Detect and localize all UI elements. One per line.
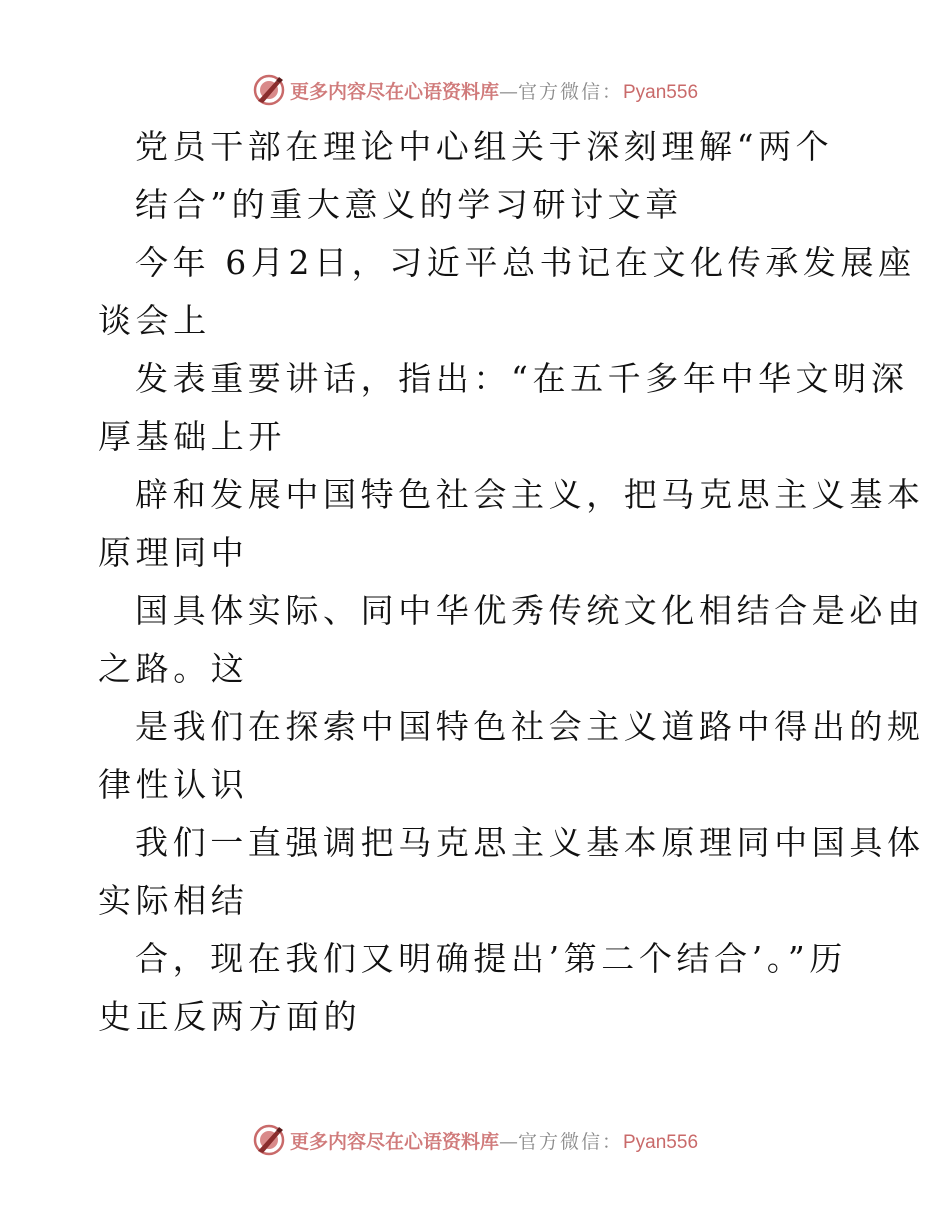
text-line: 谈会上 — [98, 301, 211, 340]
document-body — [98, 118, 925, 1046]
text-line: 发表重要讲话，指出：“在五千多年中华文明深 — [135, 359, 909, 398]
watermark-dash: — — [498, 80, 518, 103]
header-watermark — [0, 70, 950, 110]
text-line: 合，现在我们又明确提出’第二个结合’。”历 — [135, 939, 847, 978]
watermark-id: Pyan556 — [623, 1131, 699, 1153]
watermark-text — [290, 77, 698, 104]
text-line: 原理同中 — [98, 533, 249, 572]
text-line: 国具体实际、同中华优秀传统文化相结合是必由 — [135, 591, 925, 630]
text-line: 结合”的重大意义的学习研讨文章 — [135, 185, 683, 224]
text-line: 厚基础上开 — [98, 417, 286, 456]
watermark-id: Pyan556 — [623, 81, 699, 103]
watermark-label: 官方微信： — [517, 80, 623, 103]
text-line: 是我们在探索中国特色社会主义道路中得出的规 — [135, 707, 925, 746]
text-line: 之路。这 — [98, 649, 249, 688]
watermark-label: 官方微信： — [517, 1130, 623, 1153]
pen-seal-icon — [252, 1123, 286, 1157]
watermark-main: 更多内容尽在心语资料库 — [289, 1130, 499, 1153]
footer-watermark — [0, 1120, 950, 1160]
text-line: 今年 6月2日，习近平总书记在文化传承发展座 — [135, 243, 916, 282]
text-line: 律性认识 — [98, 765, 249, 804]
pen-seal-icon — [252, 73, 286, 107]
text-line: 史正反两方面的 — [98, 997, 362, 1036]
watermark-main: 更多内容尽在心语资料库 — [289, 80, 499, 103]
text-line: 实际相结 — [98, 881, 249, 920]
text-line: 党员干部在理论中心组关于深刻理解“两个 — [135, 127, 834, 166]
watermark-dash: — — [498, 1130, 518, 1153]
watermark-text — [290, 1127, 698, 1154]
text-line: 我们一直强调把马克思主义基本原理同中国具体 — [135, 823, 925, 862]
text-line: 辟和发展中国特色社会主义，把马克思主义基本 — [135, 475, 925, 514]
